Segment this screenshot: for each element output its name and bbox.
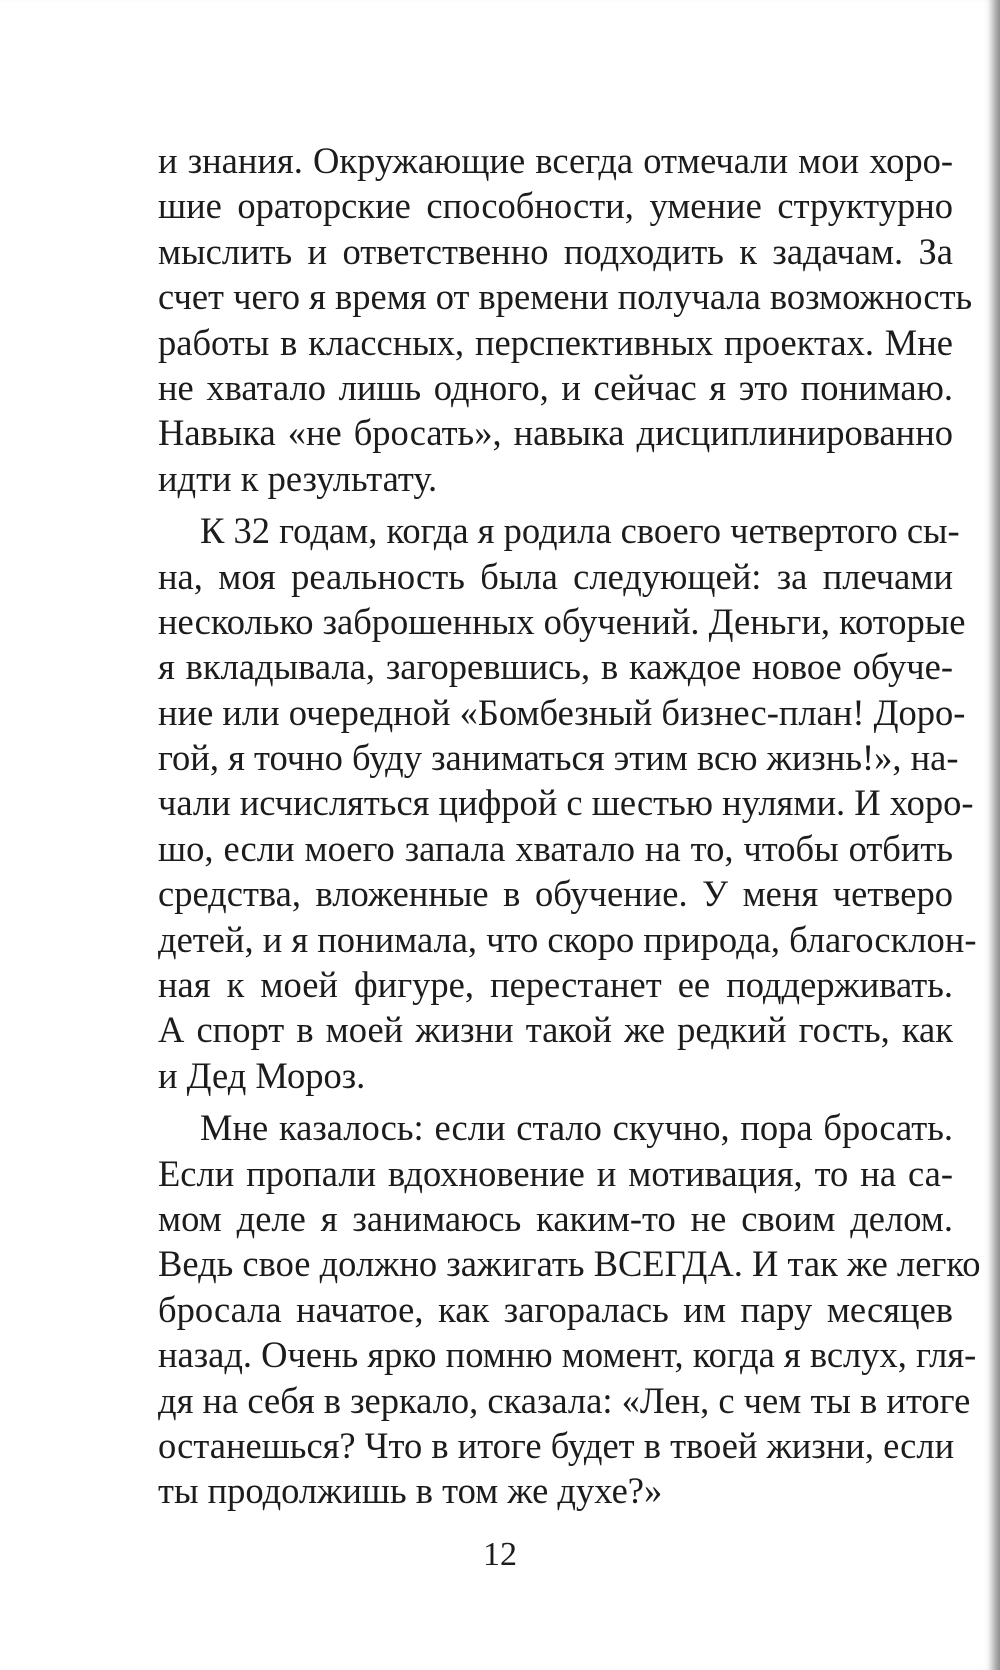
text-line: бросала начатое, как загоралась им пару месяцев xyxy=(158,1288,953,1330)
text-line: и Дед Мороз. xyxy=(158,1054,366,1096)
text-line: работы в классных, перспективных проектах. Мне xyxy=(158,321,953,363)
text-line: ты продолжишь в том же духе?» xyxy=(158,1470,663,1512)
paragraph-3 xyxy=(158,1105,981,1514)
text-line: я вкладывала, загоревшись, в каждое новое обуче- xyxy=(158,646,953,688)
paragraph-2 xyxy=(158,508,977,1098)
text-line: шие ораторские способности, умение структурно xyxy=(158,185,953,227)
text-line: детей, и я понимала, что скоро природа, благосклон- xyxy=(158,918,977,960)
text-line: назад. Очень ярко помню момент, когда я вслух, гля- xyxy=(158,1334,977,1376)
text-line: несколько заброшенных обучений. Деньги, которые xyxy=(158,600,966,642)
text-line: и знания. Окружающие всегда отмечали мои хоро- xyxy=(158,140,953,181)
text-line: К 32 годам, когда я родила своего четвертого сы- xyxy=(200,510,960,552)
text-line: гой, я точно буду заниматься этим всю жизнь!», на- xyxy=(158,737,959,779)
body-text xyxy=(158,138,981,1514)
text-line: дя на себя в зеркало, сказала: «Лен, с чем ты в итоге xyxy=(158,1379,971,1421)
text-line: чали исчисляться цифрой с шестью нулями. И хоро- xyxy=(158,782,974,824)
text-line: останешься? Что в итоге будет в твоей жизни, если xyxy=(158,1424,955,1466)
text-line: ние или очередной «Бомбезный бизнес-план! Доро- xyxy=(158,691,966,733)
text-line: шо, если моего запала хватало на то, чтобы отбить xyxy=(158,827,953,869)
paragraph-gap xyxy=(158,1098,953,1105)
text-line: ная к моей фигуре, перестанет ее поддерживать. xyxy=(158,964,953,1006)
text-line: мом деле я занимаюсь каким-то не своим делом. xyxy=(158,1197,953,1239)
text-line: Мне казалось: если стало скучно, пора бросать. xyxy=(200,1107,953,1149)
text-line: средства, вложенные в обучение. У меня четверо xyxy=(158,873,953,915)
text-line: Навыка «не бросать», навыка дисциплинированно xyxy=(158,412,953,454)
paragraph-1 xyxy=(158,138,973,501)
text-line: мыслить и ответственно подходить к задачам. За xyxy=(158,230,953,272)
paragraph-gap xyxy=(158,501,953,508)
text-line: идти к результату. xyxy=(158,457,438,499)
page-number: 12 xyxy=(483,1536,517,1573)
text-line: не хватало лишь одного, и сейчас я это понимаю. xyxy=(158,366,953,408)
text-line: счет чего я время от времени получала возможность xyxy=(158,276,973,318)
text-line: Если пропали вдохновение и мотивация, то на са- xyxy=(158,1152,953,1194)
text-line: Ведь свое должно зажигать ВСЕГДА. И так же легко xyxy=(158,1243,981,1285)
text-line: А спорт в моей жизни такой же редкий гость, как xyxy=(158,1009,953,1051)
page-edge-shadow xyxy=(988,0,1000,1670)
text-line: на, моя реальность была следующей: за плечами xyxy=(158,555,953,597)
